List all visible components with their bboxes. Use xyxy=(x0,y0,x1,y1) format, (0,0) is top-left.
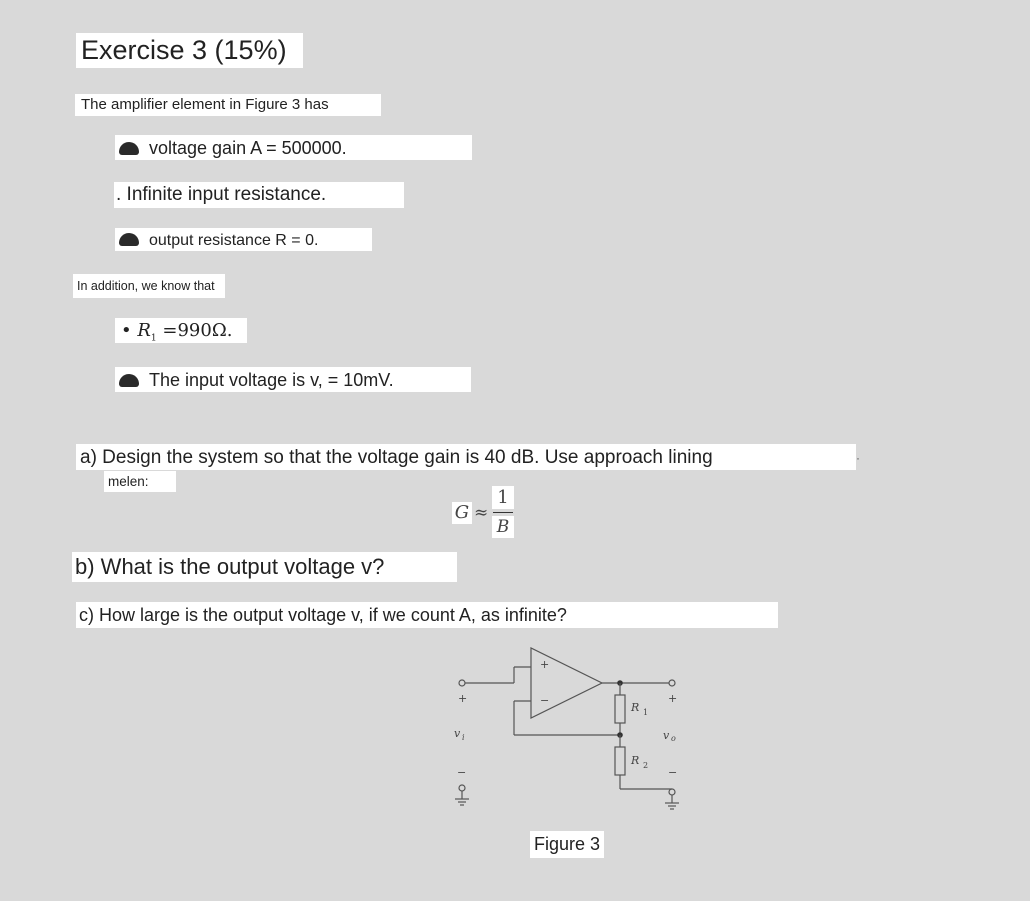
formula-approx: ≈ xyxy=(474,503,489,523)
vi-plus-label: + xyxy=(458,692,468,705)
condition-input-resistance xyxy=(114,182,404,208)
condition-text: output resistance R = 0. xyxy=(149,232,319,249)
vo-subscript: o xyxy=(671,734,676,743)
bullet-icon xyxy=(119,374,139,387)
r1-label: R xyxy=(631,701,640,714)
formula-denominator: B xyxy=(492,516,514,538)
formula-numerator: 1 xyxy=(492,486,514,509)
intro-text: The amplifier element in Figure 3 has xyxy=(75,94,381,116)
vo-plus-label: + xyxy=(668,692,678,705)
vo-label: v xyxy=(663,729,670,742)
resistor-r1 xyxy=(615,695,625,723)
formula-lhs: G xyxy=(452,502,472,524)
resistor-r2 xyxy=(615,747,625,775)
condition-output-resistance xyxy=(115,228,372,251)
exercise-title: Exercise 3 (15%) xyxy=(76,33,303,68)
input-voltage-item xyxy=(115,367,471,392)
stray-mark: · xyxy=(856,451,860,465)
addition-text: In addition, we know that xyxy=(73,274,225,298)
figure-caption: Figure 3 xyxy=(530,831,604,858)
input-terminal xyxy=(459,680,465,686)
gain-formula xyxy=(452,486,522,538)
r1-value xyxy=(115,318,247,343)
circuit-diagram xyxy=(440,640,700,820)
output-terminal xyxy=(669,680,675,686)
bullet-icon xyxy=(119,233,139,246)
fraction-bar xyxy=(493,512,513,513)
bullet-icon xyxy=(119,142,139,155)
question-c: c) How large is the output voltage v, if we count A, as infinite? xyxy=(76,602,778,628)
condition-text: . Infinite input resistance. xyxy=(116,184,327,205)
r1-symbol: R xyxy=(137,320,151,341)
opamp-minus-label: − xyxy=(540,694,550,707)
vi-minus-label: − xyxy=(457,766,467,779)
condition-voltage-gain xyxy=(115,135,472,160)
opamp-plus-label: + xyxy=(540,658,550,671)
r1-subscript: 1 xyxy=(150,333,157,344)
vi-subscript: i xyxy=(462,733,465,742)
question-b: b) What is the output voltage v? xyxy=(72,552,457,582)
vo-minus-label: − xyxy=(668,766,678,779)
input-voltage-text: The input voltage is v, = 10mV. xyxy=(149,370,394,390)
r1-label-subscript: 1 xyxy=(643,708,649,717)
r1-number: =990Ω. xyxy=(162,320,233,341)
r2-label: R xyxy=(631,754,640,767)
condition-text: voltage gain A = 500000. xyxy=(149,138,347,158)
question-a-continuation: melen: xyxy=(104,471,176,492)
bullet-dot-icon: • xyxy=(121,320,132,341)
r2-label-subscript: 2 xyxy=(643,761,649,770)
input-ground-terminal xyxy=(459,785,465,791)
output-ground-terminal xyxy=(669,789,675,795)
vi-label: v xyxy=(454,727,461,740)
question-a: a) Design the system so that the voltage gain is 40 dB. Use approach lining xyxy=(76,444,856,470)
